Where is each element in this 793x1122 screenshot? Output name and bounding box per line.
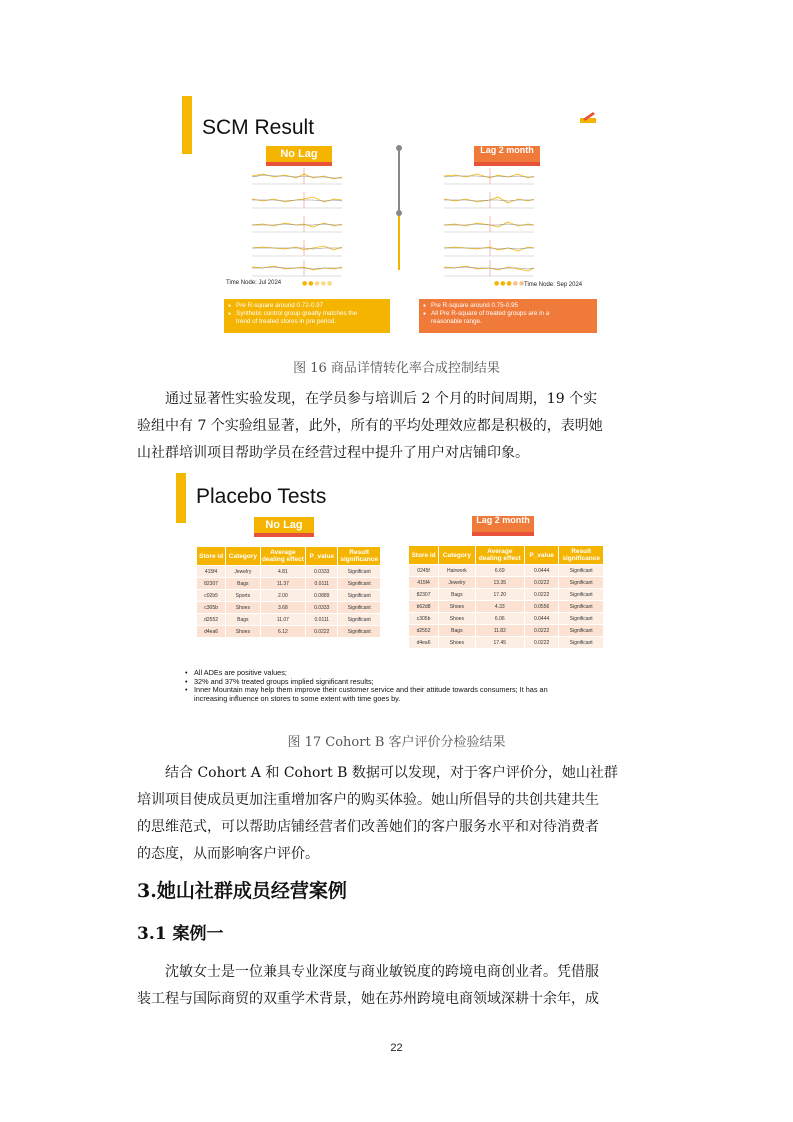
table-cell: Bags [439,625,476,637]
table-cell: Significant [559,637,604,649]
slide-title: Placebo Tests [196,485,327,508]
pencil-icon [580,108,596,120]
tag-no-lag: No Lag [254,517,314,533]
page-number: 22 [390,1042,403,1054]
table-row [197,566,381,578]
table-cell: 17.45 [475,637,524,649]
table-cell: 0.0222 [524,637,558,649]
tag-no-lag: No Lag [266,146,332,162]
placebo-findings-list [184,669,612,703]
scm-mini-plot [440,166,538,186]
table-cell: d2552 [409,625,439,637]
table-cell: Significant [559,625,604,637]
table-cell: 11.07 [260,614,306,626]
table-cell: 6.06 [475,613,524,625]
table-cell: 0.0222 [306,626,338,638]
scm-result-slide [182,96,610,336]
section-heading: 3.她山社群成员经营案例 [137,880,347,902]
table-cell: 2.00 [260,590,306,602]
scm-mini-plot [248,258,346,278]
table-row [409,625,604,637]
table-cell: 0245f [409,565,439,577]
paragraph-line: 装工程与国际商贸的双重学术背景，她在苏州跨境电商领域深耕十余年，成 [137,991,599,1007]
paragraph-line: 的思维范式，可以帮助店铺经营者们改善她们的客户服务水平和对待消费者 [137,819,599,835]
table-cell: 13.35 [475,577,524,589]
table-cell: 0.0222 [524,589,558,601]
timeline-line [398,212,400,270]
list-item: • All ADEs are positive values; [184,669,612,678]
table-row [197,602,381,614]
list-item: increasing influence on stores to some extent with time goes by. [194,693,401,703]
column-header: Store id [409,546,439,565]
table-cell: c305b [409,613,439,625]
note-box-right [419,299,597,333]
table-cell: 0.0111 [306,578,338,590]
paragraph-line: 的态度，从而影响客户评价。 [137,846,319,862]
paragraph-line: 通过显著性实验发现，在学员参与培训后 2 个月的时间周期，19 个实 [165,391,598,407]
note-line: trend of treated stores in pre period. [236,318,337,325]
tag-underline [254,533,314,537]
table-cell: Significant [559,577,604,589]
table-row [409,577,604,589]
progress-dots: ●●●●● [494,280,526,287]
table-cell: 17.20 [475,589,524,601]
table-cell: d4ea6 [409,637,439,649]
table-cell: 415f4 [197,566,226,578]
scm-mini-plot [440,238,538,258]
subsection-heading: 3.1 案例一 [137,924,224,944]
table-cell: Bags [439,589,476,601]
table-row [409,637,604,649]
title-accent-bar [182,96,192,154]
table-cell: 6.69 [475,565,524,577]
table-row [197,626,381,638]
title-accent-bar [176,473,186,523]
table-cell: 3.68 [260,602,306,614]
column-header: Result significance [559,546,604,565]
table-cell: Significant [338,566,381,578]
time-node-right: Time Node: Sep 2024 [524,282,583,288]
table-cell: Shoes [439,601,476,613]
table-cell: Shoes [439,637,476,649]
tag-lag-2-month: Lag 2 month [474,146,540,162]
timeline-line [398,146,400,212]
table-cell: 0.0333 [306,566,338,578]
note-line: reasonable range. [431,318,482,325]
body-paragraph [137,959,657,1013]
list-item: • Inner Mountain may help them improve their customer service and their attitude towards consumers; It has an [184,686,612,695]
table-cell: Significant [338,614,381,626]
table-cell: 11.37 [260,578,306,590]
placebo-table-lag-2-month [408,545,604,649]
scm-mini-plot [248,238,346,258]
figure-16-caption: 图 16 商品详情转化率合成控制结果 [293,361,500,376]
table-cell: Hairwork [439,565,476,577]
table-cell: Jewelry [439,577,476,589]
table-row [197,578,381,590]
body-paragraph [137,760,657,868]
tag-lag-2-month: Lag 2 month [472,516,534,532]
time-node-left: Time Node: Jul 2024 [226,280,282,286]
table-cell: Significant [338,602,381,614]
table-cell: 0.0889 [306,590,338,602]
table-cell: 0.0556 [524,601,558,613]
note-line: ● Pre R-square around 0.72-0.97 [236,302,384,310]
note-line: ● All Pre R-square of treated groups are in a [431,310,591,318]
scm-mini-plot [440,214,538,234]
table-row [197,614,381,626]
table-cell: Significant [559,565,604,577]
table-cell: 82307 [409,589,439,601]
table-cell: 11.82 [475,625,524,637]
body-paragraph [137,386,657,467]
column-header: Average dealing effect [475,546,524,565]
table-cell: b62d8 [409,601,439,613]
paragraph-line: 培训项目使成员更加注重增加客户的购买体验。她山所倡导的共创共建共生 [137,792,599,808]
table-cell: 0.0444 [524,613,558,625]
table-cell: Bags [226,578,260,590]
placebo-tests-slide [176,473,612,715]
paragraph-line: 验组中有 7 个实验组显著，此外，所有的平均处理效应都是积极的，表明她 [137,418,603,434]
table-cell: Significant [338,578,381,590]
table-row [409,565,604,577]
table-cell: Shoes [226,602,260,614]
paragraph-line: 山社群培训项目帮助学员在经营过程中提升了用户对店铺印象。 [137,445,529,461]
table-cell: Shoes [226,626,260,638]
column-header: Category [226,547,260,566]
note-line: ● Synthetic control group greatly matches the [236,310,384,318]
paragraph-line: 结合 Cohort A 和 Cohort B 数据可以发现，对于客户评价分，她山社群 [165,765,618,781]
table-cell: Jewelry [226,566,260,578]
table-cell: Significant [559,613,604,625]
table-cell: Significant [338,590,381,602]
table-cell: Significant [338,626,381,638]
table-cell: Shoes [439,613,476,625]
table-cell: 0.0222 [524,625,558,637]
table-row [409,589,604,601]
placebo-table-no-lag [196,546,381,638]
table-cell: 4.33 [475,601,524,613]
table-row [197,590,381,602]
column-header: P_value [524,546,558,565]
table-cell: 4.81 [260,566,306,578]
note-box-left [224,299,390,333]
table-row [409,613,604,625]
table-cell: 0.0444 [524,565,558,577]
table-cell: 0.0222 [524,577,558,589]
table-cell: Significant [559,589,604,601]
table-cell: Sports [226,590,260,602]
table-cell: d2552 [197,614,226,626]
table-cell: 82307 [197,578,226,590]
list-item: • 32% and 37% treated groups implied significant results; [184,678,612,687]
table-cell: c02b5 [197,590,226,602]
table-cell: Bags [226,614,260,626]
table-cell: Significant [559,601,604,613]
scm-mini-plot [248,166,346,186]
column-header: P_value [306,547,338,566]
scm-mini-plot [248,214,346,234]
paragraph-line: 沈敏女士是一位兼具专业深度与商业敏锐度的跨境电商创业者。凭借服 [165,964,599,980]
table-row [409,601,604,613]
table-cell: 0.0333 [306,602,338,614]
table-cell: 0.0111 [306,614,338,626]
progress-dots: ●●●●● [302,280,334,287]
timeline-dot [396,210,402,216]
table-cell: 415f4 [409,577,439,589]
scm-mini-plot [440,258,538,278]
column-header: Result significance [338,547,381,566]
scm-mini-plot [248,190,346,210]
table-cell: d4ea6 [197,626,226,638]
table-cell: 6.12 [260,626,306,638]
table-cell: c305b [197,602,226,614]
scm-mini-plot [440,190,538,210]
tag-underline [472,532,534,536]
column-header: Category [439,546,476,565]
column-header: Average dealing effect [260,547,306,566]
figure-17-caption: 图 17 Cohort B 客户评价分检验结果 [287,735,506,750]
slide-title: SCM Result [202,116,315,139]
column-header: Store id [197,547,226,566]
note-line: ● Pre R-square around 0.75-0.95 [431,302,591,310]
timeline-dot [396,145,402,151]
